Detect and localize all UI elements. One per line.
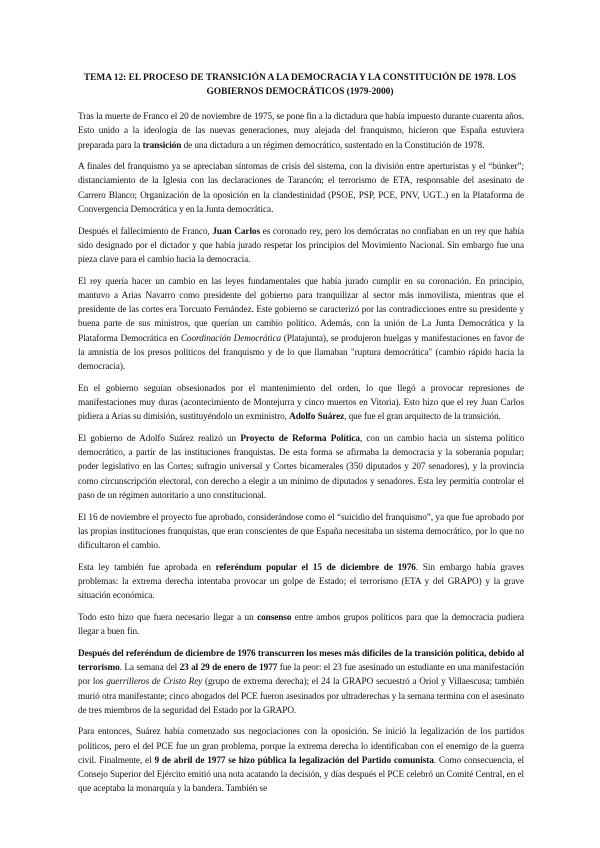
text-run: fue la peor: el 23 fue asesinado un estudiante en una manifestación por los <box>78 663 524 688</box>
text-run: , que fue el gran arquitecto de la transición. <box>344 412 501 423</box>
paragraph <box>78 110 524 153</box>
text-run: El gobierno de Adolfo Suárez realizó un <box>78 433 241 444</box>
text-run: entre ambos grupos políticos para que la democracia pudiera llegar a buen fin. <box>78 612 524 638</box>
bold-text: 9 de abril de 1977 se hizo pública la legalización del Partido comunista <box>154 755 434 766</box>
text-run: Esta ley también fue aprobada en <box>78 562 216 573</box>
document-title: TEMA 12: EL PROCESO DE TRANSICIÓN A LA DEMOCRACIA Y LA CONSTITUCIÓN DE 1978. LOS GOBIERNOS DEMOCRÁTICOS (1979-2000) <box>83 73 517 97</box>
paragraph <box>78 160 524 217</box>
text-run: (Platajunta), se produjeron huelgas y manifestaciones en favor de la amnistía de los presos políticos del franquismo y de lo que llamaban "ruptura democrática" (cambio rápido hacia la democracia). <box>78 333 524 373</box>
text-run: En el gobierno seguían obsesionados por el mantenimiento del orden, lo que llegó a provocar represiones de manifestaciones muy duras (acontecimiento de Montejurra y cinco muertos en Vitoria). Esto hizo que el rey Juan Carlos pidiera a Arias su dimisión, sustituyéndolo un exministro, <box>78 383 524 423</box>
paragraph <box>78 647 524 718</box>
text-run: El rey quería hacer un cambio en las leyes fundamentales que había jurado cumplir en su coronación. En principio, mantuvo a Arias Navarro como presidente del gobierno para tranquilizar al sector más inmovilista, mientras que el presidente de las cortes era Torcuato Fernández. Este gobierno se caracterizó por las contradicciones entre su presidente y buena parte de sus ministros, que querían un cambio político. Además, con la unión de La Junta Democrática y la Plataforma Democrática en <box>78 276 524 344</box>
paragraph <box>78 275 524 375</box>
bold-text: consenso <box>257 612 292 623</box>
text-run: A finales del franquismo ya se apreciaban síntomas de crisis del sistema, con la división entre aperturistas y el “búnker”; distanciamiento de la Iglesia con las declaraciones de Tarancón; el terrorismo de ETA, responsable del asesinato de Carrero Blanco; Organización de la oposición en la clandestinidad (PSOE, PSP, PCE, PNV, UGT..) en la Plataforma de Convergencia Democrática y en la Junta democrática. <box>78 162 524 215</box>
text-run: El 16 de noviembre el proyecto fue aprobado, considerándose como el “suicidio del franquismo”, ya que fue aprobado por las propias instituciones franquistas, que eran conscientes de que España necesitaba un sistema democrático, por lo que no dificultaron el cambio. <box>78 512 524 552</box>
paragraph <box>78 725 524 796</box>
text-run: de una dictadura a un régimen democrático, sustentado en la Constitución de 1978. <box>181 140 485 151</box>
text-run: Tras la muerte de Franco el 20 de noviembre de 1975, se pone fin a la dictadura que había impuesto durante cuarenta años. Esto unido a la ideología de las nuevas generaciones, muy alejada del franquismo, hicieron que España estuviera preparada para la <box>78 112 524 151</box>
text-run: es coronado rey, pero los demócratas no confiaban en un rey que había sido designado por el dictador y que había jurado respetar los principios del Movimiento Nacional. Sin embargo fue una pieza clave para el cambio hacia la democracia. <box>78 226 524 266</box>
paragraph <box>78 382 524 425</box>
bold-text: Juan Carlos <box>212 226 260 237</box>
text-run: , con un cambio hacia un sistema político democrático, a partir de las instituciones franquistas. De esta forma se afirmaba la democracia y la soberanía popular; poder legislativo en las Cortes; sufragio universal y Cortes bicamerales (350 diputados y 207 senadores), y la provincia como circunscripción electoral, con derecho a elegir a un mínimo de diputados y senadores. Esta ley permitía controlar el paso de un régimen autoritario a uno constitucional. <box>78 433 524 501</box>
paragraph <box>78 561 524 604</box>
document-body <box>78 110 524 804</box>
bold-text: 23 al 29 de enero de 1977 <box>179 663 278 674</box>
bold-text: transición <box>142 140 182 151</box>
bold-text: Después del referéndum de diciembre de 1976 transcurren los meses más difíciles de la transición política, debido al terrorismo <box>78 648 525 674</box>
text-run: Después el fallecimiento de Franco, <box>78 226 213 237</box>
text-run: . Como consecuencia, el Consejo Superior del Ejército emitió una nota acatando la decisión, y días después el PCE celebró un Comité Central, en el que aceptaba la monarquía y la bandera. También se <box>78 755 524 795</box>
italic-text: Coordinación Democrática <box>180 333 282 344</box>
paragraph <box>78 432 524 503</box>
bold-text: referéndum popular el 15 de diciembre de 1976 <box>215 562 416 573</box>
italic-text: guerrilleros de Cristo Rey <box>106 677 203 688</box>
paragraph <box>78 611 524 640</box>
text-run: (grupo de extrema derecha); el 24 la GRAPO secuestró a Oriol y Villaescusa; también murió otra manifestante; cinco abogados del PCE fueron asesinados por ultraderechas y la semana termina con el asesinato de tres miembros de la seguridad del Estado por la GRAPO. <box>78 677 524 716</box>
text-run: Para entonces, Suárez había comenzado sus negociaciones con la oposición. Se inició la legalización de los partidos políticos, pero el del PCE fue un gran problema, porque la extrema derecha lo identificaban con el enemigo de la guerra civil. Finalmente, el <box>78 727 524 766</box>
text-run: . Sin embargo había graves problemas: la extrema derecha intentaba provocar un golpe de Estado; el terrorismo (ETA y del GRAPO) y la grave situación económica. <box>78 562 524 602</box>
bold-text: Proyecto de Reforma Política <box>240 433 360 444</box>
text-run: Todo esto hizo que fuera necesario llegar a un <box>78 612 258 623</box>
paragraph <box>78 511 524 554</box>
bold-text: Adolfo Suárez <box>289 412 345 423</box>
text-run: . La semana del <box>119 663 180 674</box>
paragraph <box>78 225 524 268</box>
